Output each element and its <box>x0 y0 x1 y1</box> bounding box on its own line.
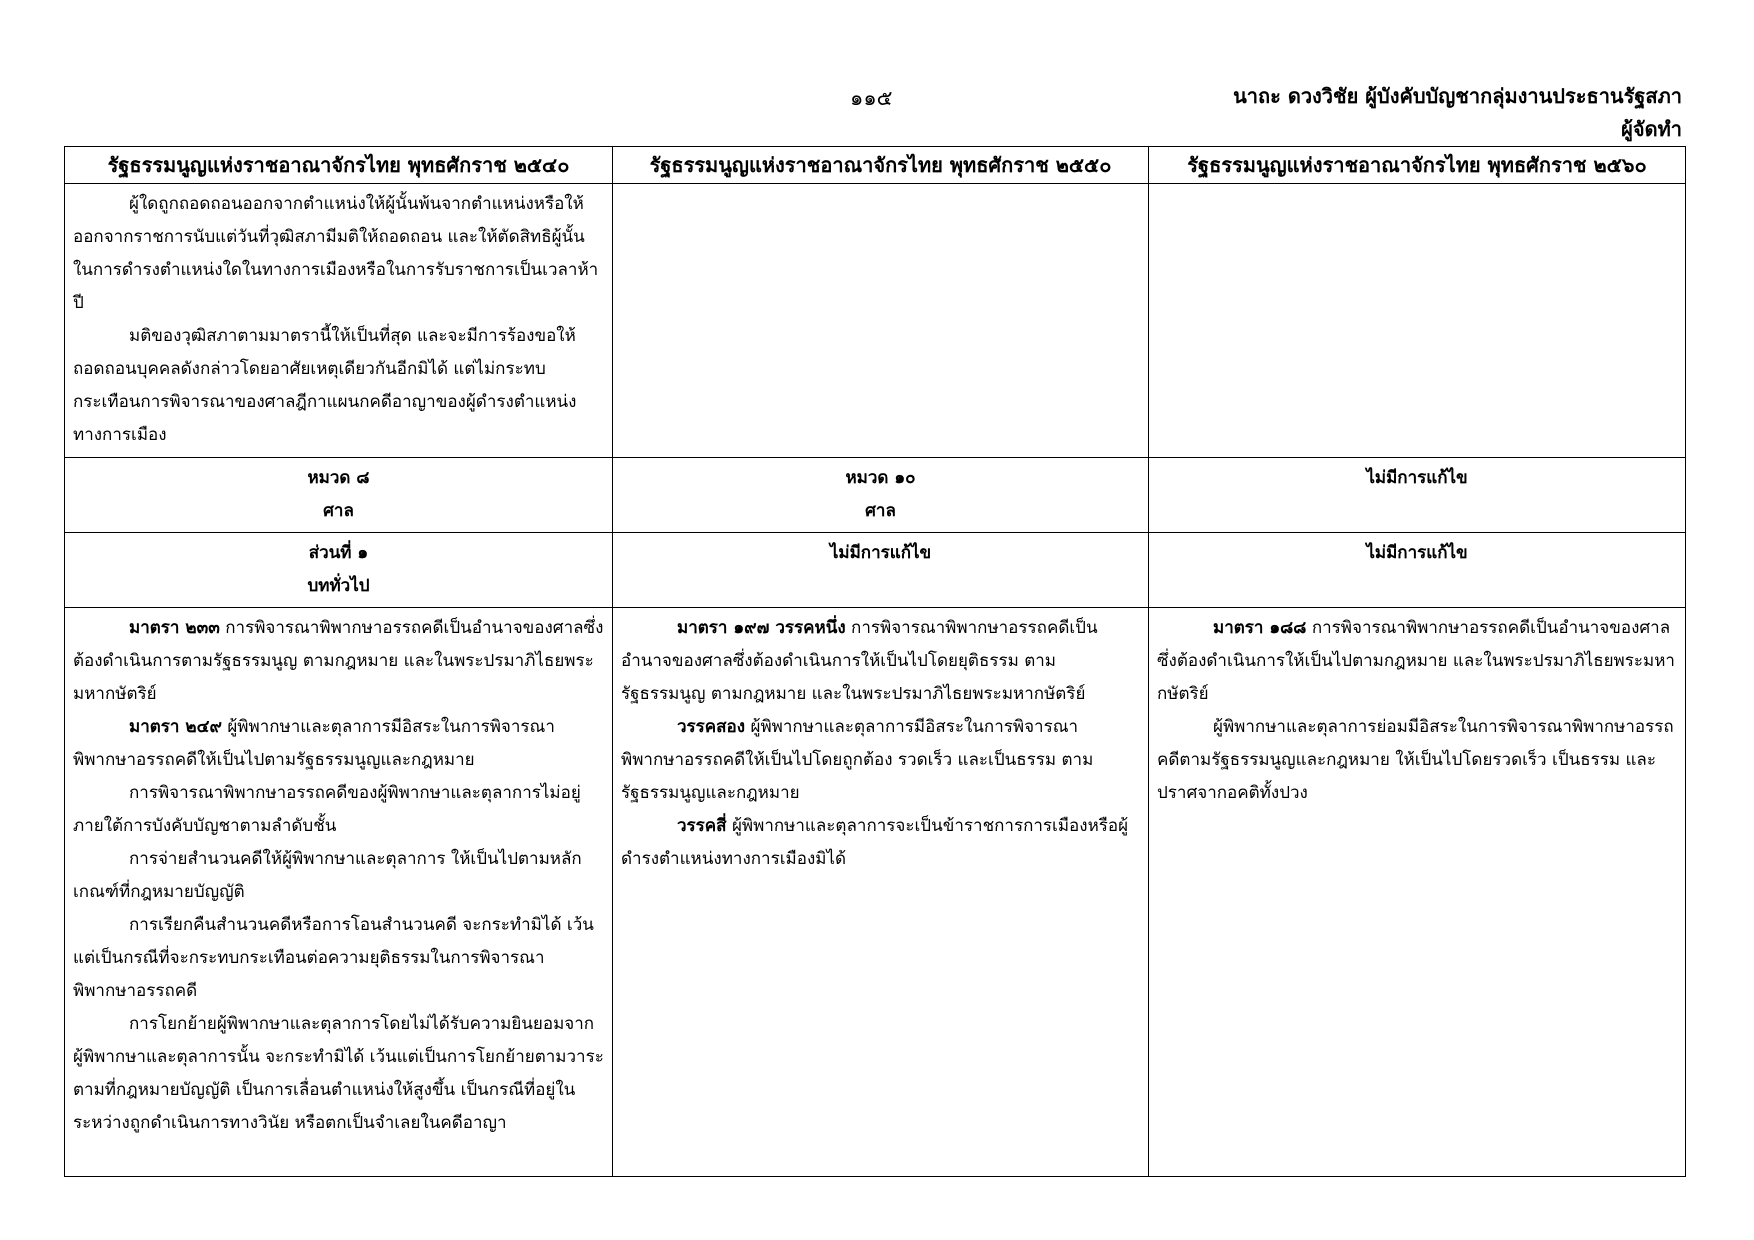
paragraph: ผู้พิพากษาและตุลาการย่อมมีอิสระในการพิจารณาพิพากษาอรรถคดีตามรัฐธรรมนูญและกฎหมาย ให้เป็นไปโดยรวดเร็ว เป็นธรรม และปราศจากอคติทั้งปวง <box>1157 717 1674 803</box>
table-row <box>65 533 1686 608</box>
cell-2560-body <box>1149 608 1686 1177</box>
chapter-title: ศาล <box>323 501 354 521</box>
paragraph <box>73 711 604 777</box>
cell-2560-chapter <box>1149 458 1686 533</box>
section-label: มาตรา ๑๙๗ วรรคหนึ่ง <box>677 618 846 638</box>
author-block <box>1233 80 1682 146</box>
chapter-number: หมวด ๑๐ <box>845 468 916 488</box>
chapter-number: หมวด ๘ <box>307 468 370 488</box>
page-number: ๑๑๕ <box>850 86 893 110</box>
paragraph <box>1157 612 1677 711</box>
cell-2560-intro <box>1149 184 1686 458</box>
section-text: ผู้พิพากษาและตุลาการมีอิสระในการพิจารณาพิพากษาอรรถคดีให้เป็นไปโดยถูกต้อง รวดเร็ว และเป็นธรรม ตามรัฐธรรมนูญและกฎหมาย <box>621 717 1094 803</box>
chapter-title: ศาล <box>865 501 896 521</box>
cell-2540-part <box>65 533 613 608</box>
paragraph: มติของวุฒิสภาตามมาตรานี้ให้เป็นที่สุด และจะมีการร้องขอให้ถอดถอนบุคคลดังกล่าวโดยอาศัยเหตุเดียวกันอีกมิได้ แต่ไม่กระทบกระเทือนการพิจารณาของศาลฎีกาแผนกคดีอาญาของผู้ดำรงตำแหน่งทางการเมือง <box>73 326 577 445</box>
paragraph <box>73 612 604 711</box>
cell-2550-chapter <box>613 458 1149 533</box>
comparison-table <box>64 146 1686 1177</box>
column-header-2550: รัฐธรรมนูญแห่งราชอาณาจักรไทย พุทธศักราช ๒๕๕๐ <box>613 147 1149 184</box>
cell-2550-part <box>613 533 1149 608</box>
paragraph: การโยกย้ายผู้พิพากษาและตุลาการโดยไม่ได้รับความยินยอมจากผู้พิพากษาและตุลาการนั้น จะกระทำมิได้ เว้นแต่เป็นการโยกย้ายตามวาระตามที่กฎหมายบัญญัติ เป็นการเลื่อนตำแหน่งให้สูงขึ้น เป็นกรณีที่อยู่ในระหว่างถูกดำเนินการทางวินัย หรือตกเป็นจำเลยในคดีอาญา <box>73 1014 604 1133</box>
author-line: นาถะ ดวงวิชัย ผู้บังคับบัญชากลุ่มงานประธานรัฐสภา <box>1233 84 1682 108</box>
section-text: การพิจารณาพิพากษาอรรถคดีเป็นอำนาจของศาลซึ่งต้องดำเนินการให้เป็นไปโดยยุติธรรม ตามรัฐธรรมนูญ ตามกฎหมาย และในพระปรมาภิไธยพระมหากษัตริย์ <box>621 618 1098 704</box>
paragraph: การเรียกคืนสำนวนคดีหรือการโอนสำนวนคดี จะกระทำมิได้ เว้นแต่เป็นกรณีที่จะกระทบกระเทือนต่อความยุติธรรมในการพิจารณาพิพากษาอรรถคดี <box>73 915 594 1001</box>
paragraph: ผู้ใดถูกถอดถอนออกจากตำแหน่งให้ผู้นั้นพ้นจากตำแหน่งหรือให้ออกจากราชการนับแต่วันที่วุฒิสภามีมติให้ถอดถอน และให้ตัดสิทธิผู้นั้นในการดำรงตำแหน่งใดในทางการเมืองหรือในการรับราชการเป็นเวลาห้าปี <box>73 194 599 313</box>
cell-2540-intro <box>65 184 613 458</box>
section-text: การพิจารณาพิพากษาอรรถคดีเป็นอำนาจของศาลซึ่งต้องดำเนินการตามรัฐธรรมนูญ ตามกฎหมาย และในพระปรมาภิไธยพระมหากษัตริย์ <box>73 618 604 704</box>
no-change-label: ไม่มีการแก้ไข <box>1366 543 1468 563</box>
section-label: มาตรา ๒๔๙ <box>129 717 222 737</box>
part-title: บททั่วไป <box>307 576 370 596</box>
paragraph: การจ่ายสำนวนคดีให้ผู้พิพากษาและตุลาการ ให้เป็นไปตามหลักเกณฑ์ที่กฎหมายบัญญัติ <box>73 849 582 902</box>
paragraph: การพิจารณาพิพากษาอรรถคดีของผู้พิพากษาและตุลาการไม่อยู่ภายใต้การบังคับบัญชาตามลำดับชั้น <box>73 783 581 836</box>
author-role: ผู้จัดทำ <box>1621 117 1682 141</box>
no-change-label: ไม่มีการแก้ไข <box>829 543 932 563</box>
section-text: ผู้พิพากษาและตุลาการจะเป็นข้าราชการการเมืองหรือผู้ดำรงตำแหน่งทางการเมืองมิได้ <box>621 816 1129 869</box>
section-text: การพิจารณาพิพากษาอรรถคดีเป็นอำนาจของศาล ซึ่งต้องดำเนินการให้เป็นไปตามกฎหมาย และในพระปรมาภิไธยพระมหากษัตริย์ <box>1157 618 1675 704</box>
paragraph <box>621 612 1140 711</box>
column-header-2540: รัฐธรรมนูญแห่งราชอาณาจักรไทย พุทธศักราช ๒๕๔๐ <box>65 147 613 184</box>
cell-2560-part <box>1149 533 1686 608</box>
section-label: วรรคสอง <box>677 717 746 737</box>
table-row <box>65 458 1686 533</box>
section-label: มาตรา ๒๓๓ <box>129 618 220 638</box>
column-header-2560: รัฐธรรมนูญแห่งราชอาณาจักรไทย พุทธศักราช ๒๕๖๐ <box>1149 147 1686 184</box>
cell-2540-body <box>65 608 613 1177</box>
section-label: มาตรา ๑๘๘ <box>1213 618 1307 638</box>
no-change-label: ไม่มีการแก้ไข <box>1366 468 1468 488</box>
part-number: ส่วนที่ ๑ <box>308 543 369 563</box>
paragraph <box>621 810 1140 876</box>
cell-2550-intro <box>613 184 1149 458</box>
cell-2550-body <box>613 608 1149 1177</box>
section-label: วรรคสี่ <box>677 816 727 836</box>
paragraph <box>621 711 1140 810</box>
table-row <box>65 184 1686 458</box>
table-header-row <box>65 147 1686 184</box>
table-row <box>65 608 1686 1177</box>
section-text: ผู้พิพากษาและตุลาการมีอิสระในการพิจารณาพิพากษาอรรถคดีให้เป็นไปตามรัฐธรรมนูญและกฎหมาย <box>73 717 555 770</box>
cell-2540-chapter <box>65 458 613 533</box>
